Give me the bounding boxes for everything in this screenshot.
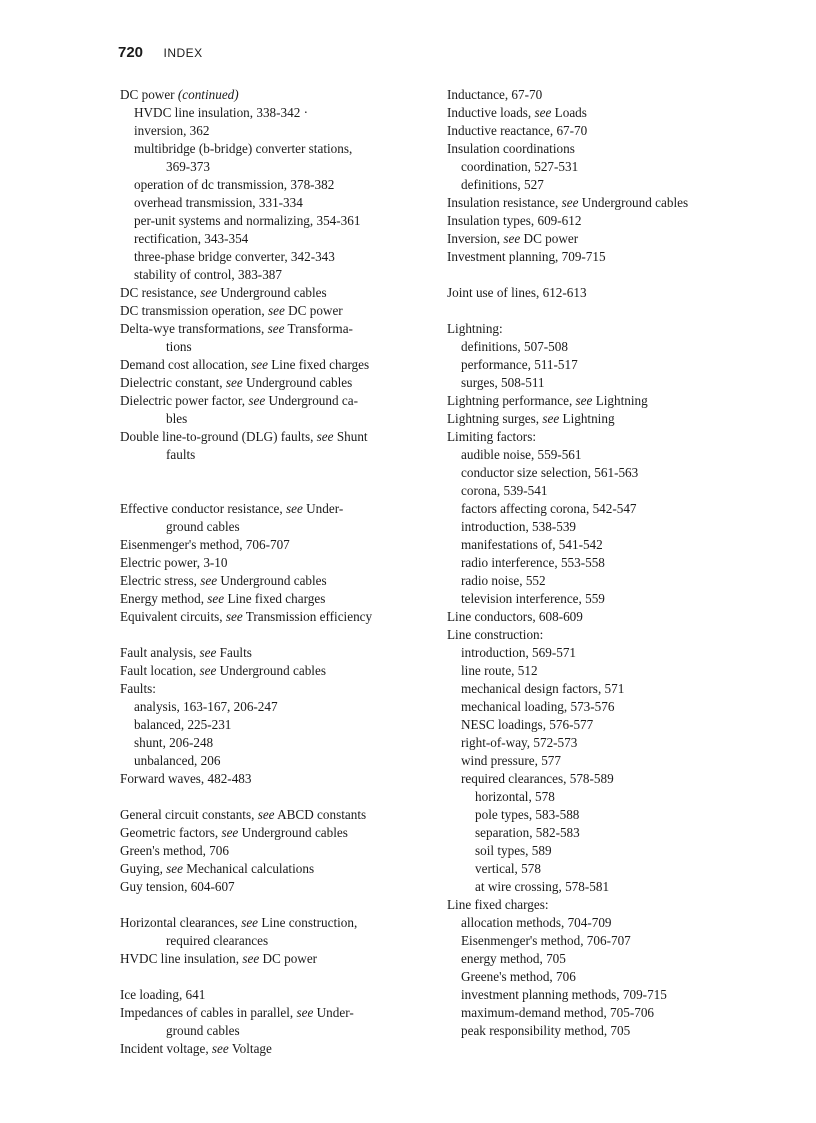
index-entry — [120, 842, 440, 860]
index-subentry — [120, 104, 440, 122]
see-target: Line fixed charges — [224, 591, 326, 606]
index-entry — [447, 230, 767, 248]
index-subentry — [120, 266, 440, 284]
index-entry — [120, 680, 440, 698]
see-target: Shunt — [333, 429, 368, 444]
entry-text: Delta-wye transformations, — [120, 321, 268, 336]
index-subentry — [120, 212, 440, 230]
entry-text: Electric power, 3-10 — [120, 555, 228, 570]
index-entry — [447, 86, 767, 104]
entry-text: surges, 508-511 — [461, 375, 545, 390]
index-entry — [447, 392, 767, 410]
see-target: Transmission efficiency — [242, 609, 373, 624]
see-target: Underground cables — [217, 573, 327, 588]
see-reference: see — [286, 501, 303, 516]
entry-text: Line fixed charges: — [447, 897, 549, 912]
entry-text: multibridge (b-bridge) converter stations, — [134, 141, 353, 156]
index-subentry — [447, 572, 767, 590]
entry-text: Energy method, — [120, 591, 208, 606]
index-entry — [120, 302, 440, 320]
entry-text: factors affecting corona, 542-547 — [461, 501, 637, 516]
see-reference: see — [251, 357, 268, 372]
index-subentry — [447, 914, 767, 932]
see-target: Line fixed charges — [267, 357, 370, 372]
see-target: Underground cables — [238, 825, 348, 840]
see-target: ABCD constants — [274, 807, 367, 822]
running-head: INDEX — [163, 46, 203, 60]
entry-text: Greene's method, 706 — [461, 969, 576, 984]
see-target: Under- — [302, 501, 344, 516]
entry-text: right-of-way, 572-573 — [461, 735, 578, 750]
index-subentry — [120, 140, 440, 158]
page-header — [118, 44, 203, 62]
entry-text: shunt, 206-248 — [134, 735, 214, 750]
entry-text: manifestations of, 541-542 — [461, 537, 603, 552]
page-number: 720 — [118, 44, 144, 61]
entry-text: Guy tension, 604-607 — [120, 879, 235, 894]
index-subentry — [447, 680, 767, 698]
index-subentry — [120, 194, 440, 212]
see-reference: see — [166, 861, 183, 876]
see-reference: see — [225, 609, 243, 624]
entry-text: Dielectric constant, — [120, 375, 226, 390]
index-entry — [120, 86, 440, 104]
see-reference: see — [199, 663, 217, 678]
index-subentry — [447, 752, 767, 770]
index-subentry — [447, 662, 767, 680]
index-subentry — [447, 842, 767, 860]
index-subentry — [447, 158, 767, 176]
entry-text: NESC loadings, 576-577 — [461, 717, 594, 732]
entry-text: separation, 582-583 — [475, 825, 580, 840]
see-target: Lightning — [559, 411, 615, 426]
index-entry — [120, 878, 440, 896]
entry-text: overhead transmission, 331-334 — [134, 195, 303, 210]
index-entry — [120, 356, 440, 374]
see-reference: see — [257, 807, 275, 822]
entry-text: Forward waves, 482-483 — [120, 771, 252, 786]
index-subentry — [447, 1022, 767, 1040]
entry-text: bles — [166, 411, 188, 426]
see-target: Underground ca- — [265, 393, 358, 408]
see-reference: see — [296, 1005, 314, 1020]
index-entry — [447, 122, 767, 140]
index-subentry — [447, 968, 767, 986]
entry-text: Investment planning, 709-715 — [447, 249, 606, 264]
entry-text: HVDC line insulation, 338-342 · — [134, 105, 308, 120]
entry-text: required clearances — [166, 933, 269, 948]
section-gap — [120, 788, 440, 806]
entry-text: Ice loading, 641 — [120, 987, 206, 1002]
entry-text: Incident voltage, — [120, 1041, 212, 1056]
index-subentry — [447, 788, 767, 806]
entry-text: radio noise, 552 — [461, 573, 546, 588]
index-entry — [120, 536, 440, 554]
see-reference: see — [248, 393, 266, 408]
index-entry — [447, 608, 767, 626]
see-reference: see — [267, 321, 285, 336]
entry-text: operation of dc transmission, 378-382 — [134, 177, 335, 192]
see-reference: see — [575, 393, 593, 408]
entry-text: required clearances, 578-589 — [461, 771, 614, 786]
entry-text: Demand cost allocation, — [120, 357, 252, 372]
entry-text: Horizontal clearances, — [120, 915, 242, 930]
entry-text: Inductive reactance, 67-70 — [447, 123, 588, 138]
entry-text: Inductance, 67-70 — [447, 87, 543, 102]
index-entry — [447, 626, 767, 644]
index-entry — [120, 860, 440, 878]
entry-text: 369-373 — [166, 159, 210, 174]
see-target: DC power — [284, 303, 343, 318]
entry-text: audible noise, 559-561 — [461, 447, 582, 462]
index-entry-continuation — [120, 1022, 440, 1040]
index-entry — [120, 1040, 440, 1058]
entry-text: Eisenmenger's method, 706-707 — [120, 537, 290, 552]
entry-text: investment planning methods, 709-715 — [461, 987, 667, 1002]
see-reference: see — [267, 303, 285, 318]
entry-text: DC transmission operation, — [120, 303, 268, 318]
index-subentry — [447, 500, 767, 518]
entry-text: per-unit systems and normalizing, 354-361 — [134, 213, 361, 228]
entry-text: mechanical loading, 573-576 — [461, 699, 615, 714]
index-entry-continuation — [120, 158, 440, 176]
see-reference: see — [542, 411, 560, 426]
index-entry-continuation — [120, 446, 440, 464]
see-target: DC power — [520, 231, 579, 246]
entry-text: coordination, 527-531 — [461, 159, 579, 174]
entry-text: conductor size selection, 561-563 — [461, 465, 639, 480]
see-target: Mechanical calculations — [183, 861, 315, 876]
see-target: Loads — [551, 105, 587, 120]
entry-text: analysis, 163-167, 206-247 — [134, 699, 278, 714]
see-target: Underground cables — [242, 375, 353, 390]
index-entry — [120, 392, 440, 410]
see-target: Under- — [313, 1005, 354, 1020]
index-subentry — [120, 716, 440, 734]
index-entry — [120, 950, 440, 968]
entry-text: balanced, 225-231 — [134, 717, 232, 732]
entry-text: inversion, 362 — [134, 123, 210, 138]
index-subentry — [120, 122, 440, 140]
see-reference: see — [207, 591, 225, 606]
index-entry — [120, 500, 440, 518]
index-subentry — [447, 986, 767, 1004]
see-reference: see — [503, 231, 521, 246]
entry-text: wind pressure, 577 — [461, 753, 561, 768]
entry-text: definitions, 507-508 — [461, 339, 568, 354]
index-subentry — [120, 230, 440, 248]
entry-text: performance, 511-517 — [461, 357, 578, 372]
index-subentry — [447, 338, 767, 356]
index-entry — [120, 320, 440, 338]
index-subentry — [447, 806, 767, 824]
entry-text: rectification, 343-354 — [134, 231, 249, 246]
entry-text: Line construction: — [447, 627, 544, 642]
index-entry — [447, 104, 767, 122]
index-entry — [120, 770, 440, 788]
entry-text: Joint use of lines, 612-613 — [447, 285, 587, 300]
entry-text: Inductive loads, — [447, 105, 535, 120]
index-entry-continuation — [120, 338, 440, 356]
entry-text: faults — [166, 447, 196, 462]
entry-text: radio interference, 553-558 — [461, 555, 605, 570]
section-gap — [120, 626, 440, 644]
entry-text: horizontal, 578 — [475, 789, 555, 804]
index-entry — [120, 428, 440, 446]
index-subentry — [447, 644, 767, 662]
index-subentry — [447, 770, 767, 788]
entry-text: Lightning performance, — [447, 393, 576, 408]
entry-text: energy method, 705 — [461, 951, 566, 966]
entry-text: Faults: — [120, 681, 156, 696]
see-reference: see — [199, 645, 217, 660]
index-subentry — [447, 590, 767, 608]
entry-text: corona, 539-541 — [461, 483, 548, 498]
index-entry-continuation — [120, 518, 440, 536]
see-target: Underground cables — [216, 663, 326, 678]
index-subentry — [447, 698, 767, 716]
index-entry — [447, 896, 767, 914]
index-subentry — [447, 860, 767, 878]
entry-text: Guying, — [120, 861, 167, 876]
see-target: Underground cables — [578, 195, 689, 210]
index-entry-continuation — [120, 932, 440, 950]
entry-text: unbalanced, 206 — [134, 753, 221, 768]
entry-text: vertical, 578 — [475, 861, 541, 876]
section-gap — [120, 464, 440, 482]
index-entry — [120, 986, 440, 1004]
entry-text: Limiting factors: — [447, 429, 536, 444]
entry-text: Equivalent circuits, — [120, 609, 226, 624]
see-target: Line construction, — [258, 915, 358, 930]
index-entry — [120, 374, 440, 392]
index-subentry — [447, 536, 767, 554]
index-subentry — [447, 1004, 767, 1022]
entry-text: Insulation types, 609-612 — [447, 213, 582, 228]
index-column-left — [120, 86, 440, 1058]
entry-text: introduction, 569-571 — [461, 645, 577, 660]
section-gap — [120, 896, 440, 914]
entry-text: Insulation resistance, — [447, 195, 562, 210]
entry-text: ground cables — [166, 519, 240, 534]
entry-text: Lightning surges, — [447, 411, 543, 426]
entry-text: pole types, 583-588 — [475, 807, 580, 822]
entry-text: line route, 512 — [461, 663, 538, 678]
entry-text: Geometric factors, — [120, 825, 222, 840]
index-subentry — [120, 734, 440, 752]
index-entry — [447, 428, 767, 446]
entry-text: soil types, 589 — [475, 843, 552, 858]
section-gap — [120, 482, 440, 500]
index-entry — [120, 644, 440, 662]
see-reference: see — [200, 573, 218, 588]
index-subentry — [120, 698, 440, 716]
index-entry — [447, 320, 767, 338]
index-subentry — [447, 446, 767, 464]
entry-text: introduction, 538-539 — [461, 519, 577, 534]
entry-text: television interference, 559 — [461, 591, 605, 606]
index-subentry — [447, 824, 767, 842]
entry-text: Eisenmenger's method, 706-707 — [461, 933, 631, 948]
index-subentry — [447, 482, 767, 500]
section-gap — [120, 968, 440, 986]
entry-text: tions — [166, 339, 192, 354]
see-reference: see — [200, 285, 218, 300]
entry-text: stability of control, 383-387 — [134, 267, 282, 282]
entry-text: Double line-to-ground (DLG) faults, — [120, 429, 317, 444]
index-subentry — [447, 716, 767, 734]
entry-text: at wire crossing, 578-581 — [475, 879, 610, 894]
entry-text: Fault analysis, — [120, 645, 200, 660]
index-subentry — [447, 464, 767, 482]
see-reference: see — [241, 915, 259, 930]
entry-text: Electric stress, — [120, 573, 201, 588]
entry-text: Green's method, 706 — [120, 843, 229, 858]
see-target: Underground cables — [217, 285, 327, 300]
index-subentry — [120, 752, 440, 770]
index-entry — [120, 590, 440, 608]
entry-text: ground cables — [166, 1023, 240, 1038]
index-entry — [447, 140, 767, 158]
entry-text: three-phase bridge converter, 342-343 — [134, 249, 335, 264]
see-reference: see — [225, 375, 243, 390]
see-reference: see — [316, 429, 334, 444]
see-target: DC power — [259, 951, 318, 966]
index-entry — [120, 284, 440, 302]
index-subentry — [447, 932, 767, 950]
index-subentry — [447, 878, 767, 896]
index-entry — [447, 410, 767, 428]
entry-text: General circuit constants, — [120, 807, 258, 822]
index-subentry — [120, 248, 440, 266]
entry-text: Dielectric power factor, — [120, 393, 249, 408]
entry-text: mechanical design factors, 571 — [461, 681, 625, 696]
index-entry — [447, 284, 767, 302]
section-gap — [447, 266, 767, 284]
index-subentry — [447, 356, 767, 374]
index-entry — [120, 554, 440, 572]
entry-text: Inversion, — [447, 231, 504, 246]
entry-qualifier: (continued) — [177, 87, 239, 102]
see-reference: see — [211, 1041, 229, 1056]
index-subentry — [120, 176, 440, 194]
entry-text: Fault location, — [120, 663, 200, 678]
entry-text: definitions, 527 — [461, 177, 544, 192]
index-entry — [447, 194, 767, 212]
index-entry — [120, 914, 440, 932]
index-subentry — [447, 374, 767, 392]
index-subentry — [447, 554, 767, 572]
see-reference: see — [561, 195, 579, 210]
index-subentry — [447, 518, 767, 536]
entry-text: peak responsibility method, 705 — [461, 1023, 631, 1038]
index-entry — [120, 806, 440, 824]
index-entry-continuation — [120, 410, 440, 428]
entry-text: Insulation coordinations — [447, 141, 575, 156]
index-entry — [120, 662, 440, 680]
entry-text: Impedances of cables in parallel, — [120, 1005, 297, 1020]
see-target: Transforma- — [284, 321, 353, 336]
index-subentry — [447, 734, 767, 752]
entry-text: Line conductors, 608-609 — [447, 609, 583, 624]
index-entry — [447, 212, 767, 230]
index-entry — [447, 248, 767, 266]
index-entry — [120, 572, 440, 590]
index-entry — [120, 608, 440, 626]
entry-text: maximum-demand method, 705-706 — [461, 1005, 655, 1020]
see-target: Voltage — [228, 1041, 272, 1056]
index-subentry — [447, 950, 767, 968]
see-target: Faults — [216, 645, 252, 660]
entry-text: allocation methods, 704-709 — [461, 915, 612, 930]
index-entry — [120, 824, 440, 842]
index-column-right — [447, 86, 767, 1040]
entry-text: DC resistance, — [120, 285, 201, 300]
see-reference: see — [534, 105, 552, 120]
section-gap — [447, 302, 767, 320]
index-entry — [120, 1004, 440, 1022]
index-subentry — [447, 176, 767, 194]
entry-text: HVDC line insulation, — [120, 951, 243, 966]
entry-text: Effective conductor resistance, — [120, 501, 286, 516]
entry-text: Lightning: — [447, 321, 503, 336]
see-target: Lightning — [592, 393, 648, 408]
see-reference: see — [221, 825, 239, 840]
see-reference: see — [242, 951, 260, 966]
entry-text: DC power — [120, 87, 178, 102]
